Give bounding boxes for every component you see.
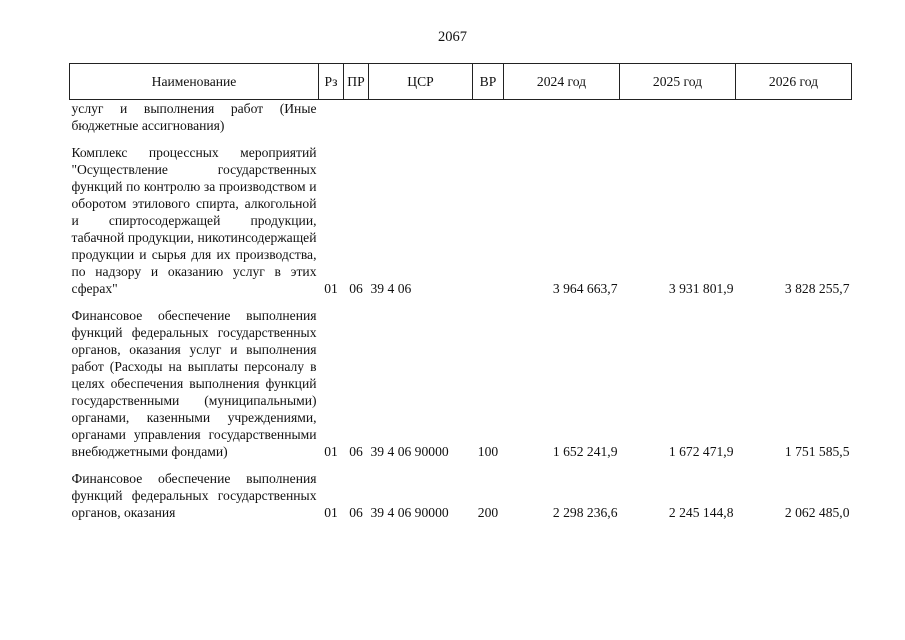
row-name: Комплекс процессных мероприятий "Осуществление государственных функций по контролю за производством и оборотом этилового спирта, алкогольной и спиртосодержащей продукции, табачной продукции, никотинсодержащей продукции и сырья для их производства, по надзору и оказанию услуг в этих сферах" xyxy=(71,145,317,296)
row-csr: 39 4 06 90000 xyxy=(370,444,449,459)
row-csr: 39 4 06 xyxy=(370,281,412,296)
row-spacer xyxy=(70,297,852,307)
header-vr: ВР xyxy=(473,64,504,100)
row-2026: 2 062 485,0 xyxy=(784,505,850,520)
row-rz: 01 xyxy=(324,281,338,296)
page-number: 2067 xyxy=(438,29,467,45)
row-rz: 01 xyxy=(324,444,338,459)
row-2025 xyxy=(620,100,736,135)
row-vr: 100 xyxy=(477,444,499,459)
table-row xyxy=(70,307,852,460)
header-2024: 2024 год xyxy=(504,64,620,100)
row-2025: 2 245 144,8 xyxy=(668,505,734,520)
row-2026: 1 751 585,5 xyxy=(784,444,850,459)
row-2024: 3 964 663,7 xyxy=(552,281,618,296)
header-2025: 2025 год xyxy=(620,64,736,100)
table-header-row xyxy=(70,64,852,100)
header-name: Наименование xyxy=(70,64,319,100)
row-csr: 39 4 06 90000 xyxy=(370,505,449,520)
row-2024: 2 298 236,6 xyxy=(552,505,618,520)
header-csr: ЦСР xyxy=(369,64,473,100)
row-pr: 06 xyxy=(349,444,363,459)
row-2026: 3 828 255,7 xyxy=(784,281,850,296)
row-vr: 200 xyxy=(477,505,499,520)
row-name: Финансовое обеспечение выполнения функций федеральных государственных органов, оказания xyxy=(71,471,317,520)
table-row xyxy=(70,144,852,297)
table-row xyxy=(70,470,852,521)
header-rz: Рз xyxy=(319,64,344,100)
header-2026: 2026 год xyxy=(736,64,852,100)
row-rz xyxy=(319,100,344,135)
row-name: услуг и выполнения работ (Иные бюджетные ассигнования) xyxy=(71,101,317,133)
row-vr xyxy=(473,144,504,297)
table-row xyxy=(70,100,852,135)
row-vr xyxy=(473,100,504,135)
row-csr xyxy=(369,100,473,135)
row-pr: 06 xyxy=(349,505,363,520)
row-2025: 1 672 471,9 xyxy=(668,444,734,459)
row-2025: 3 931 801,9 xyxy=(668,281,734,296)
row-name: Финансовое обеспечение выполнения функций федеральных государственных органов, оказания услуг и выполнения работ (Расходы на выплаты персоналу в целях обеспечения выполнения функций государственными (муниципальными) органами, казенными учреждениями, органами управления государственными внебюджетными фондами) xyxy=(71,308,317,459)
row-2024 xyxy=(504,100,620,135)
row-pr xyxy=(344,100,369,135)
row-pr: 06 xyxy=(349,281,363,296)
row-spacer xyxy=(70,460,852,470)
row-spacer xyxy=(70,134,852,144)
row-rz: 01 xyxy=(324,505,338,520)
budget-table xyxy=(69,63,852,521)
row-2024: 1 652 241,9 xyxy=(552,444,618,459)
header-pr: ПР xyxy=(344,64,369,100)
row-2026 xyxy=(736,100,852,135)
